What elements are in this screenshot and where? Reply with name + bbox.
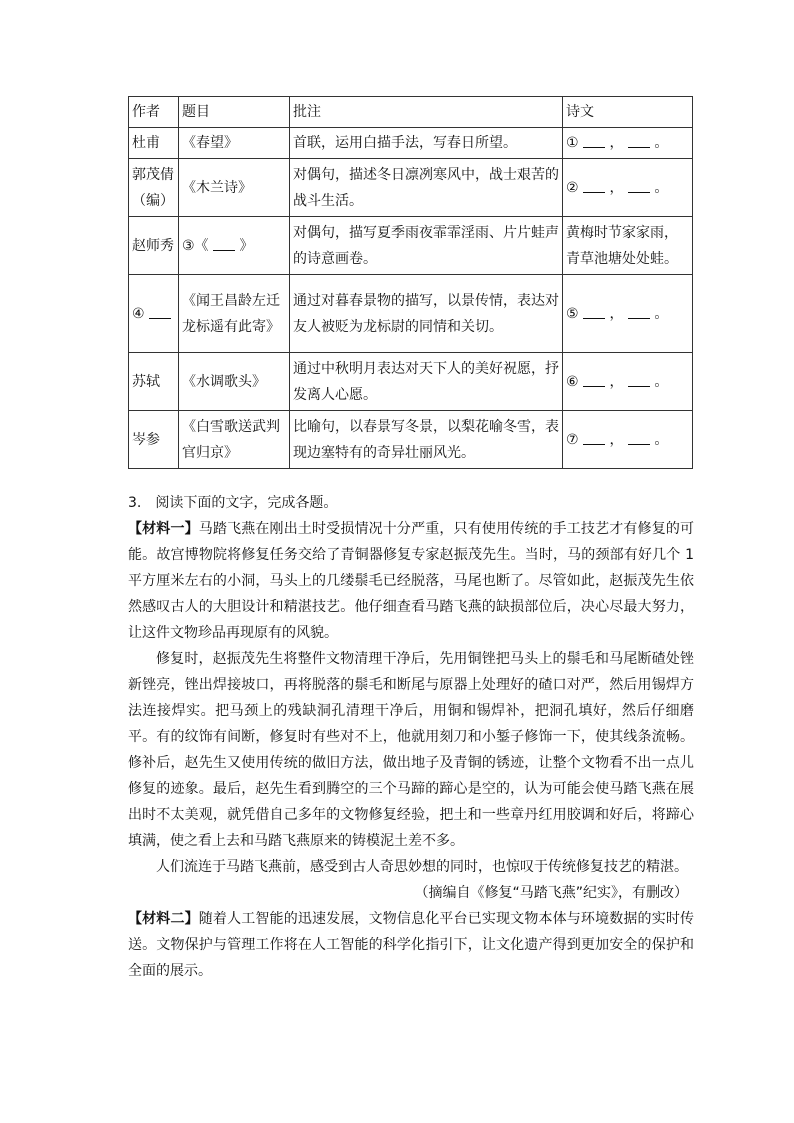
material-one-paragraph-3: 人们流连于马踏飞燕前，感受到古人奇思妙想的同时，也惊叹于传统修复技艺的精湛。 [156,859,688,875]
fill-blank[interactable] [628,133,650,148]
author-cell: 赵师秀 [129,217,179,275]
verse-period: 。 [654,305,669,322]
note-cell: 对偶句，描写夏季雨夜霏霏淫雨、片片蛙声的诗意画卷。 [290,217,563,275]
title-cell: 《水调歌头》 [179,353,290,411]
fill-blank[interactable] [628,304,650,319]
table-row [129,217,693,275]
verse-cell [563,275,693,353]
header-note: 批注 [290,97,563,128]
note-cell: 首联，运用白描手法，写春日所望。 [290,128,563,159]
header-verse: 诗文 [563,97,693,128]
fill-blank[interactable] [583,430,605,445]
fill-blank[interactable] [149,304,171,319]
verse-cell [563,159,693,217]
fill-blank[interactable] [628,430,650,445]
table-row [129,275,693,353]
table-row [129,353,693,411]
title-suffix: 》 [239,237,254,254]
verse-period: 。 [654,179,669,196]
title-prefix: ③《 [182,237,209,254]
verse-cell [563,411,693,469]
fill-blank[interactable] [583,178,605,193]
material-one-paragraph-2: 修复时，赵振茂先生将整件文物清理干净后，先用铜锉把马头上的鬃毛和马尾断碴处锉新锉亮，锉出焊接坡口，再将脱落的鬃毛和断尾与原器上处理好的碴口对严，然后用锡焊方法连接焊实。把马颈上的残缺洞孔清理干净后，用铜和锡焊补，把洞孔填好，然后仔细磨平。有的纹饰有间断，修复时有些对不上，他就用刻刀和小錾子修饰一下，使其线条流畅。修补后，赵先生又使用传统的做旧方法，做出地子及青铜的锈迹，让整个文物看不出一点儿修复的迹象。最后，赵先生看到腾空的三个马蹄的蹄心是空的，认为可能会使马踏飞燕在展出时不太美观，就凭借自己多年的文物修复经验，把土和一些章丹红用胶调和好后，将蹄心填满，使之看上去和马踏飞燕原来的铸模泥土差不多。 [128,651,694,849]
header-title: 题目 [179,97,290,128]
table-row [129,159,693,217]
question-heading: 3. 阅读下面的文字，完成各题。 [128,495,338,511]
fill-blank[interactable] [213,236,235,251]
title-cell: 《木兰诗》 [179,159,290,217]
author-cell: 岑参 [129,411,179,469]
material-two-text: 随着人工智能的迅速发展，文物信息化平台已实现文物本体与环境数据的实时传送。文物保护与管理工作将在人工智能的科学化指引下，让文化遗产得到更加安全的保护和全面的展示。 [128,911,695,979]
title-cell: 《春望》 [179,128,290,159]
author-cell [129,275,179,353]
blank-number: ② [566,179,579,196]
verse-period: 。 [654,135,669,151]
fill-blank[interactable] [583,304,605,319]
verse-comma: ， [609,373,624,390]
fill-blank[interactable] [583,372,605,387]
verse-cell: 黄梅时节家家雨，青草池塘处处蛙。 [563,217,693,275]
note-cell: 比喻句，以春景写冬景，以梨花喻冬雪，表现边塞特有的奇异壮丽风光。 [290,411,563,469]
verse-period: 。 [654,431,669,448]
title-cell [179,217,290,275]
material-one-label: 【材料一】 [128,521,199,537]
verse-comma: ， [609,305,624,322]
title-cell: 《白雪歌送武判官归京》 [179,411,290,469]
table-row [129,411,693,469]
note-cell: 通过中秋明月表达对天下人的美好祝愿，抒发离人心愿。 [290,353,563,411]
material-two-paragraph [128,906,694,984]
verse-comma: ， [609,179,624,196]
material-one-paragraph [128,516,694,646]
header-author: 作者 [129,97,179,128]
poem-annotation-table [128,96,693,469]
blank-number: ④ [132,305,145,322]
author-cell: 杜甫 [129,128,179,159]
verse-comma: ， [609,135,624,151]
note-cell: 通过对暮春景物的描写，以景传情，表达对友人被贬为龙标尉的同情和关切。 [290,275,563,353]
table-row [129,128,693,159]
material-one-text: 马踏飞燕在刚出土时受损情况十分严重，只有使用传统的手工技艺才有修复的可能。故宫博物院将修复任务交给了青铜器修复专家赵振茂先生。当时，马的颈部有好几个 1 平方厘米左右的小洞，马头上的几缕鬃毛已经脱落，马尾也断了。尽管如此，赵振茂先生依然感叹古人的大胆设计和精湛技艺。他仔细查看马踏飞燕的缺损部位后，决心尽最大努力，让这件文物珍品再现原有的风貌。 [128,521,695,641]
blank-number: ⑥ [566,373,579,390]
verse-comma: ， [609,431,624,448]
fill-blank[interactable] [628,372,650,387]
blank-number: ⑦ [566,431,579,448]
verse-cell [563,353,693,411]
material-one-source: （摘编自《修复“马踏飞燕”纪实》，有删改） [414,885,688,901]
verse-cell [563,128,693,159]
blank-number: ⑤ [566,305,579,322]
note-cell: 对偶句，描述冬日凛冽寒风中，战士艰苦的战斗生活。 [290,159,563,217]
material-two-label: 【材料二】 [128,911,199,927]
author-cell: 郭茂倩（编） [129,159,179,217]
table-header-row [129,97,693,128]
author-cell: 苏轼 [129,353,179,411]
fill-blank[interactable] [628,178,650,193]
title-cell: 《闻王昌龄左迁龙标遥有此寄》 [179,275,290,353]
verse-period: 。 [654,373,669,390]
reading-passage [128,490,694,984]
fill-blank[interactable] [583,133,605,148]
blank-number: ① [566,135,579,151]
